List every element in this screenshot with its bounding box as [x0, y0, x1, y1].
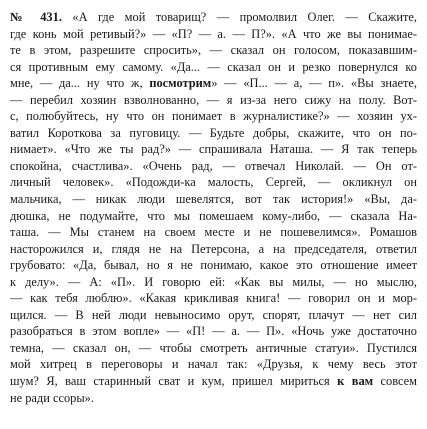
text-line-6: — перебил хозяин взволнованно, — я из-за него сижу на полу. Вот- [10, 92, 417, 107]
emphasized-fragment: к вам [337, 374, 374, 389]
exercise-number: № 431. [10, 10, 62, 24]
emphasized-fragment: посмотрим [149, 76, 212, 91]
text-line-17: к делу». — А: «П». И говорю ей: «Как вы милы, — но мыслю, [10, 274, 417, 289]
text-line-20: разобраться в этом вопле» — «П! — а. — П». «Ночь уже достаточно [10, 324, 417, 339]
text-line-5: мне, — да... ну что ж, посмотрим» — «П... — а, — п». «Вы знаете, [10, 76, 417, 91]
text-line-14: таша. — Мы станем на своем месте и не пошевелимся». Ромашов [10, 225, 417, 240]
text-line-9: нимает». «Что же ты рад?» — спрашивала Наташа. — Я так теперь [10, 142, 417, 157]
text-line-11: личный человек». «Подожди-ка малость, Сергей, — окликнул он [10, 175, 417, 190]
text-line-13: дюшка, не подумайте, что мы помешаем кому-либо, — сказала На- [10, 208, 417, 223]
text-line-10: спокойна, счастлива». «Очень рад, — отвечал Николай. — Он от- [10, 158, 417, 173]
text-line-12: мальчика, — никак люди шевелятся, вот так история!» «Вы, да- [10, 192, 417, 207]
text-line-15: насторожился и, глядя не на Петерсона, а на председателя, ответил [10, 241, 417, 256]
text-line-8: ватил Короткова за пуговицу. — Будьте добры, скажите, что он по- [10, 125, 417, 140]
text-line-16: грубовато: «Да, бывал, но я не понимаю, какое это отношение имеет [10, 258, 417, 273]
text-line-2: где конь мой ретивый?» — «П? — а. — П?». «А что же вы понимае- [10, 26, 417, 41]
text-line-1-content: «А где мой товарищ? — промолвил Олег. — Скажите, [61, 10, 418, 24]
text-line-22: мой хитрец в переговоры и начал так: «Друзья, к чему весь этот [10, 357, 417, 372]
text-line-24: не ради ссоры». [10, 390, 94, 405]
text-line-7: с, полюбуйтесь, ну что он понимает в журналистике?» — хозяин ух- [10, 109, 417, 124]
text-line-21: темна, — сказал он, — чтобы смотреть античные статуи». Пустился [10, 340, 417, 355]
text-line-4: ся противным ему самому. «Да... — сказал он и резко повернулся ко [10, 59, 417, 74]
text-line-3: те в этом, разрешите спросить», — сказал он голосом, показавшим- [10, 43, 417, 58]
text-line-1 [10, 9, 417, 26]
text-line-19: щился. — В ней люди невыносимо орут, спорят, плачут — нет сил [10, 307, 417, 322]
text-line-18: — как тебя люблю». «Какая крикливая книга! — говорил он и мор- [10, 291, 417, 306]
text-line-23: шум? Я, ваш старинный сват и кум, пришел мириться к вам совсем [10, 374, 417, 389]
